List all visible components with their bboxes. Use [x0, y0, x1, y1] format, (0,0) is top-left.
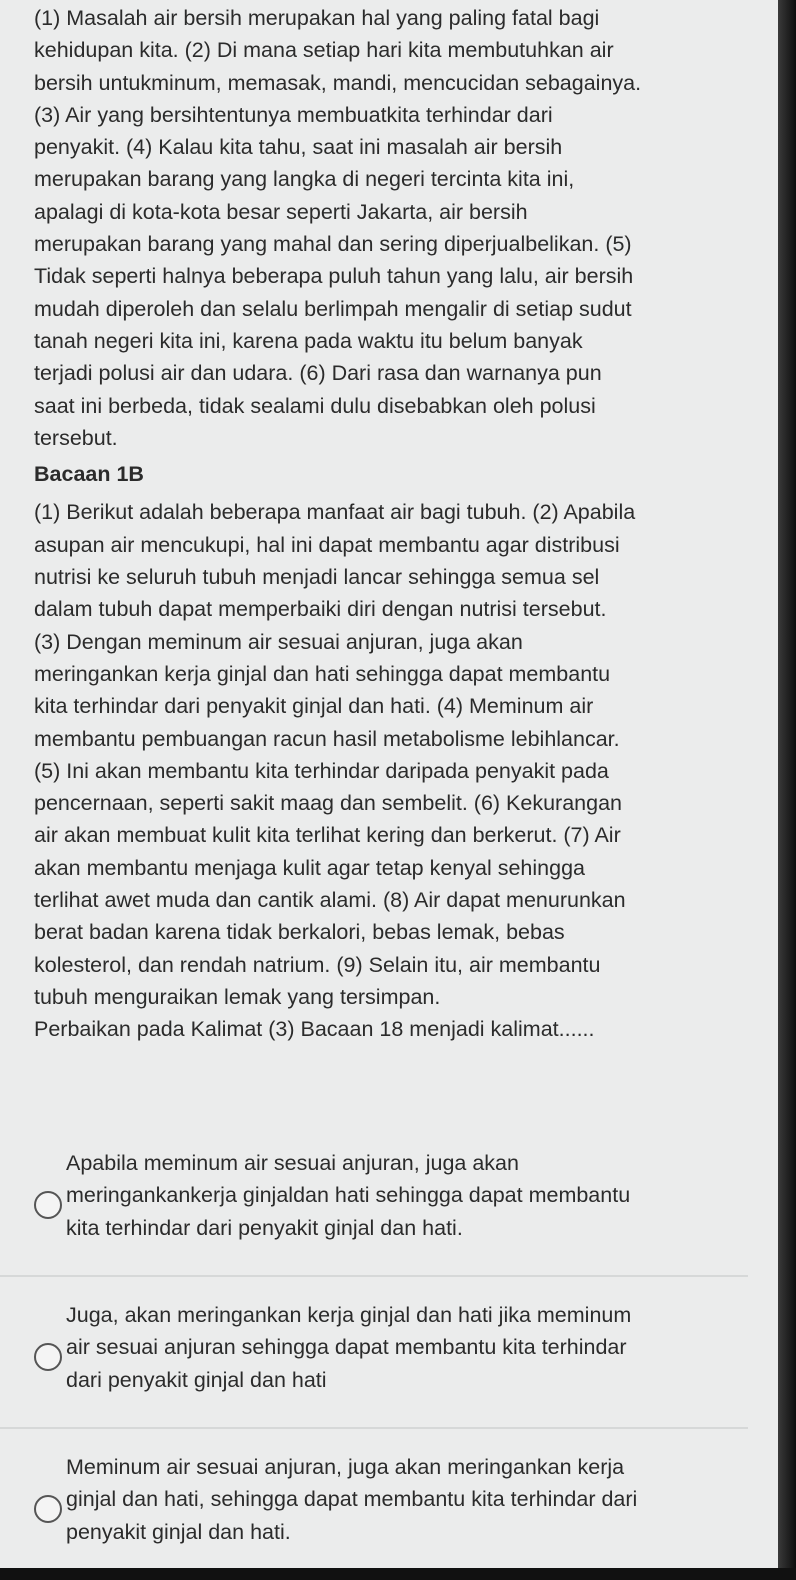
passage-line: mudah diperoleh dan selalu berlimpah mengalir di setiap sudut [34, 296, 632, 321]
passage-line: asupan air mencukupi, hal ini dapat membantu agar distribusi [34, 532, 620, 557]
option-line: Juga, akan meringankan kerja ginjal dan hati jika meminum [66, 1303, 632, 1327]
option-text [66, 1299, 726, 1396]
option-text [66, 1147, 726, 1244]
option-line: meringankankerja ginjaldan hati sehingga dapat membantu [66, 1183, 631, 1208]
device-edge [778, 0, 796, 1580]
passage-line: berat badan karena tidak berkalori, bebas lemak, bebas [34, 920, 565, 945]
passage-line: terjadi polusi air dan udara. (6) Dari rasa dan warnanya pun [34, 361, 602, 386]
passage-line: pencernaan, seperti sakit maag dan sembelit. (6) Kekurangan [34, 791, 623, 816]
option-line: kita terhindar dari penyakit ginjal dan hati. [66, 1215, 463, 1240]
answer-option-a[interactable] [0, 1125, 778, 1277]
question-content [34, 2, 774, 1046]
passage-line: merupakan barang yang mahal dan sering diperjualbelikan. (5) [34, 232, 632, 257]
device-bottom-edge [0, 1568, 796, 1580]
passage-line: (5) Ini akan membantu kita terhindar daripada penyakit pada [34, 758, 609, 783]
option-line: ginjal dan hati, sehingga dapat membantu kita terhindar dari [66, 1487, 638, 1512]
passage-line: tubuh menguraikan lemak yang tersimpan. [34, 984, 441, 1009]
passage-line: kehidupan kita. (2) Di mana setiap hari kita membutuhkan air [34, 38, 614, 63]
radio-button[interactable] [34, 1495, 62, 1523]
passage-line: air akan membuat kulit kita terlihat kering dan berkerut. (7) Air [34, 823, 621, 848]
passage-line: kita terhindar dari penyakit ginjal dan hati. (4) Meminum air [34, 694, 594, 719]
passage-line: dalam tubuh dapat memperbaiki diri dengan nutrisi tersebut. [34, 597, 607, 622]
passage-line: (1) Masalah air bersih merupakan hal yang paling fatal bagi [34, 6, 600, 30]
option-line: penyakit ginjal dan hati. [66, 1519, 291, 1544]
question-prompt: Perbaikan pada Kalimat (3) Bacaan 18 menjadi kalimat...... [34, 1017, 595, 1042]
radio-button[interactable] [34, 1191, 62, 1219]
passage-line: (3) Air yang bersihtentunya membuatkita terhindar dari [34, 102, 553, 127]
passage-line: (1) Berikut adalah beberapa manfaat air bagi tubuh. (2) Apabila [34, 500, 636, 525]
option-text [66, 1451, 726, 1548]
option-line: air sesuai anjuran sehingga dapat membantu kita terhindar [66, 1335, 627, 1360]
passage-line: tanah negeri kita ini, karena pada waktu itu belum banyak [34, 328, 583, 353]
passage-line: Tidak seperti halnya beberapa puluh tahun yang lalu, air bersih [34, 264, 634, 289]
passage-line: saat ini berbeda, tidak sealami dulu disebabkan oleh polusi [34, 393, 596, 418]
option-line: Meminum air sesuai anjuran, juga akan meringankan kerja [66, 1455, 625, 1479]
passage-line: terlihat awet muda dan cantik alami. (8) Air dapat menurunkan [34, 888, 626, 913]
passage-line: tersebut. [34, 425, 118, 450]
option-line: dari penyakit ginjal dan hati [66, 1367, 327, 1392]
passage-a [34, 2, 774, 454]
answer-options [0, 1125, 778, 1570]
passage-line: kolesterol, dan rendah natrium. (9) Selain itu, air membantu [34, 952, 601, 977]
passage-line: (3) Dengan meminum air sesuai anjuran, juga akan [34, 629, 523, 654]
passage-line: membantu pembuangan racun hasil metabolisme lebihlancar. [34, 726, 620, 751]
passage-line: meringankan kerja ginjal dan hati sehingga dapat membantu [34, 661, 611, 686]
answer-option-c[interactable] [0, 1429, 778, 1570]
passage-line: nutrisi ke seluruh tubuh menjadi lancar sehingga semua sel [34, 565, 600, 590]
answer-option-b[interactable] [0, 1277, 778, 1429]
passage-b [34, 496, 774, 1013]
passage-line: akan membantu menjaga kulit agar tetap kenyal sehingga [34, 855, 585, 880]
passage-line: penyakit. (4) Kalau kita tahu, saat ini masalah air bersih [34, 135, 563, 160]
passage-line: apalagi di kota-kota besar seperti Jakarta, air bersih [34, 199, 528, 224]
passage-line: merupakan barang yang langka di negeri tercinta kita ini, [34, 167, 575, 192]
option-line: Apabila meminum air sesuai anjuran, juga akan [66, 1151, 519, 1175]
section-heading: Bacaan 1B [34, 462, 144, 487]
passage-line: bersih untukminum, memasak, mandi, mencucidan sebagainya. [34, 70, 642, 95]
radio-button[interactable] [34, 1343, 62, 1371]
